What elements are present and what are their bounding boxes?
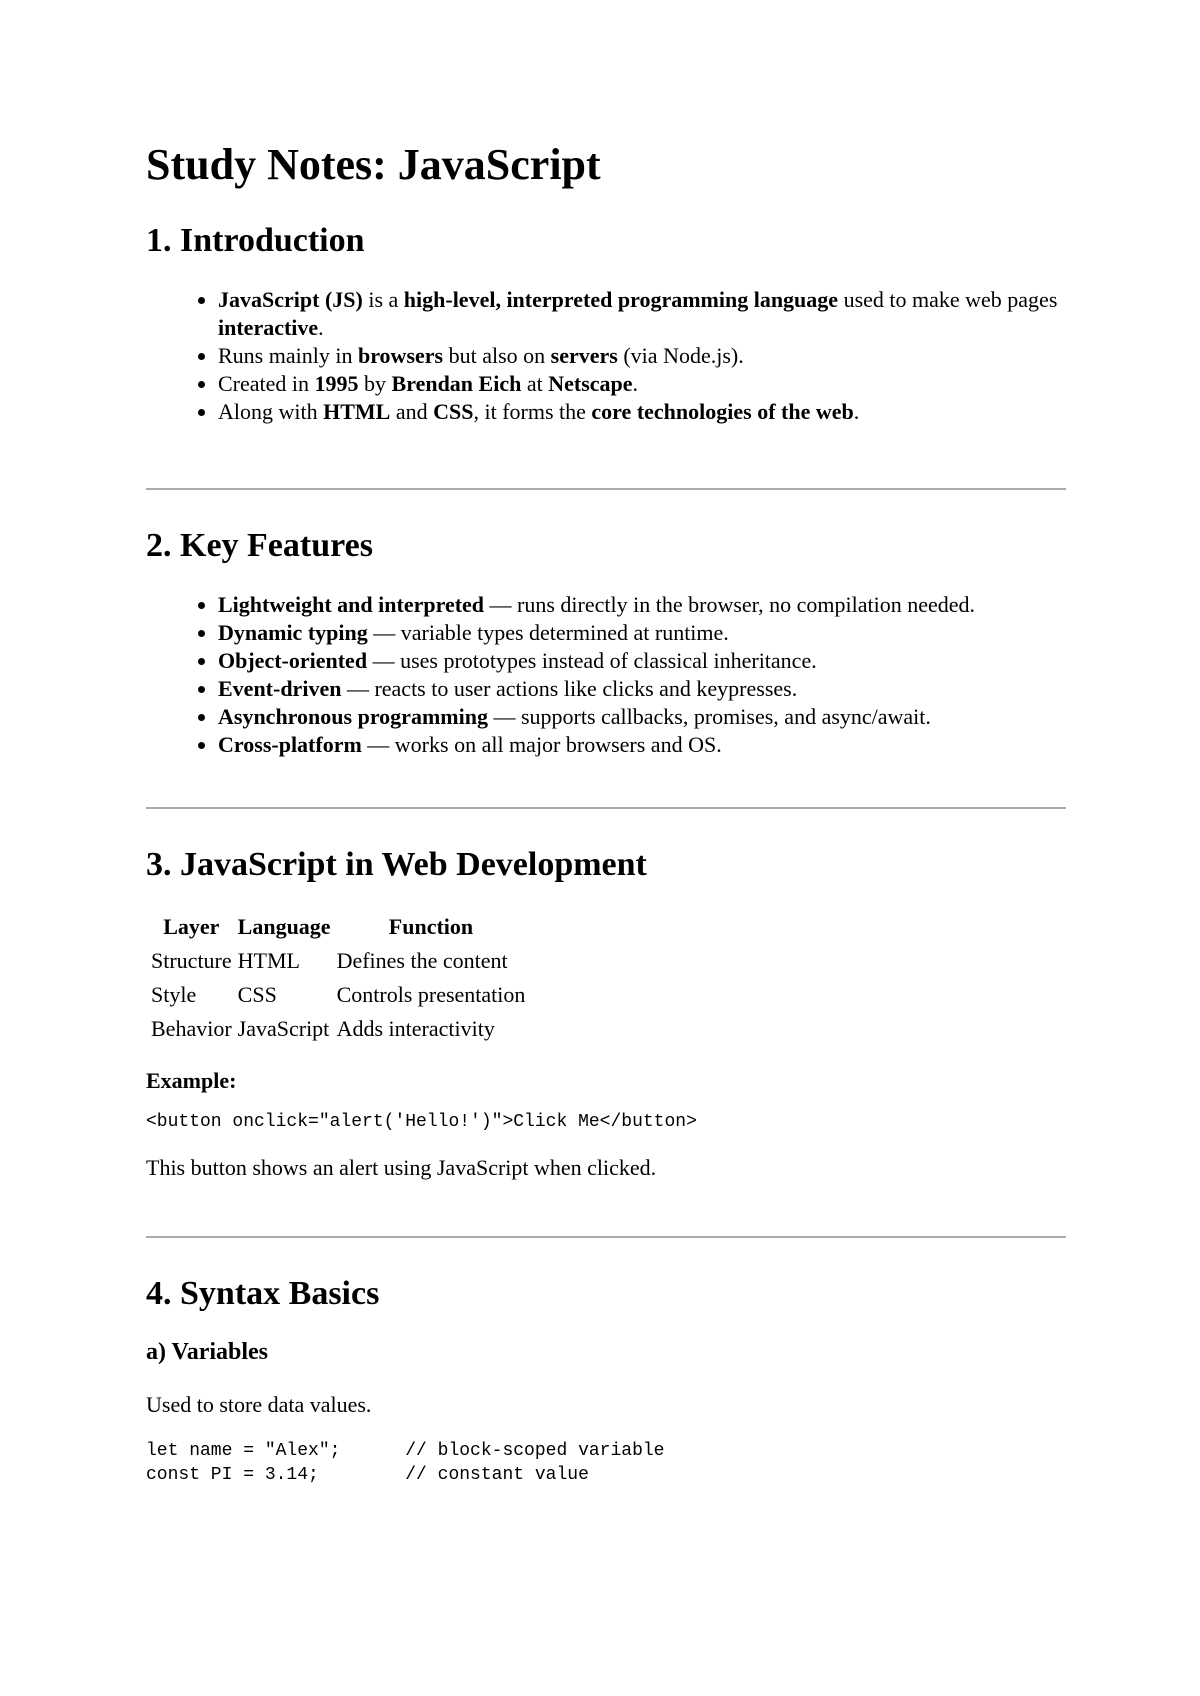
table-cell: Defines the content bbox=[336, 947, 508, 973]
table-row bbox=[148, 978, 528, 1012]
table-row bbox=[148, 1012, 528, 1046]
layers-table bbox=[148, 910, 528, 1046]
list-item: • Created in 1995 by Brendan Eich at Netscape. bbox=[218, 370, 1066, 398]
intro-list bbox=[146, 286, 1066, 426]
section-heading: 4. Syntax Basics bbox=[146, 1274, 380, 1312]
table-header: Language bbox=[237, 913, 331, 939]
list-item: • Object-oriented — uses prototypes instead of classical inheritance. bbox=[218, 647, 1066, 675]
features-list bbox=[146, 591, 1066, 759]
section-divider bbox=[146, 1236, 1066, 1238]
section-divider bbox=[146, 488, 1066, 490]
page-title: Study Notes: JavaScript bbox=[146, 140, 601, 189]
table-cell: CSS bbox=[237, 981, 277, 1007]
section-key-features bbox=[146, 526, 1066, 759]
list-item: • Runs mainly in browsers but also on servers (via Node.js). bbox=[218, 342, 1066, 370]
table-cell: Structure bbox=[151, 947, 232, 973]
table-header-row bbox=[148, 910, 528, 944]
table-cell: Controls presentation bbox=[336, 981, 526, 1007]
table-cell: Adds interactivity bbox=[336, 1015, 495, 1041]
table-cell: HTML bbox=[237, 947, 300, 973]
list-item: • Along with HTML and CSS, it forms the core technologies of the web. bbox=[218, 398, 1066, 426]
list-item: • Dynamic typing — variable types determined at runtime. bbox=[218, 619, 1066, 647]
list-item: • Cross-platform — works on all major browsers and OS. bbox=[218, 731, 1066, 759]
table-header: Function bbox=[388, 913, 474, 939]
section-introduction bbox=[146, 221, 1066, 426]
section-heading: 1. Introduction bbox=[146, 221, 365, 259]
section-heading: 2. Key Features bbox=[146, 526, 373, 564]
list-item: • JavaScript (JS) is a high-level, interpreted programming language used to make web pages interactive. bbox=[218, 286, 1066, 342]
table-cell: Behavior bbox=[151, 1015, 232, 1041]
table-row bbox=[148, 944, 528, 978]
example-note: This button shows an alert using JavaScript when clicked. bbox=[146, 1154, 657, 1180]
list-item: • Lightweight and interpreted — runs directly in the browser, no compilation needed. bbox=[218, 591, 1066, 619]
section-divider bbox=[146, 807, 1066, 809]
example-label: Example: bbox=[146, 1067, 237, 1093]
section-heading: 3. JavaScript in Web Development bbox=[146, 845, 647, 883]
table-header: Layer bbox=[163, 913, 220, 939]
variables-description: Used to store data values. bbox=[146, 1391, 372, 1417]
list-item: • Asynchronous programming — supports callbacks, promises, and async/await. bbox=[218, 703, 1066, 731]
section-web-development bbox=[146, 845, 1066, 1182]
variables-code: let name = "Alex"; // block-scoped variable const PI = 3.14; // constant value bbox=[146, 1440, 665, 1485]
list-item: • Event-driven — reacts to user actions like clicks and keypresses. bbox=[218, 675, 1066, 703]
table-cell: JavaScript bbox=[237, 1015, 330, 1041]
table-cell: Style bbox=[151, 981, 197, 1007]
section-syntax-basics bbox=[146, 1274, 1066, 1487]
example-code: <button onclick="alert('Hello!')">Click Me</button> bbox=[146, 1111, 697, 1132]
subsection-heading: a) Variables bbox=[146, 1338, 269, 1365]
document-page bbox=[146, 140, 1066, 1507]
